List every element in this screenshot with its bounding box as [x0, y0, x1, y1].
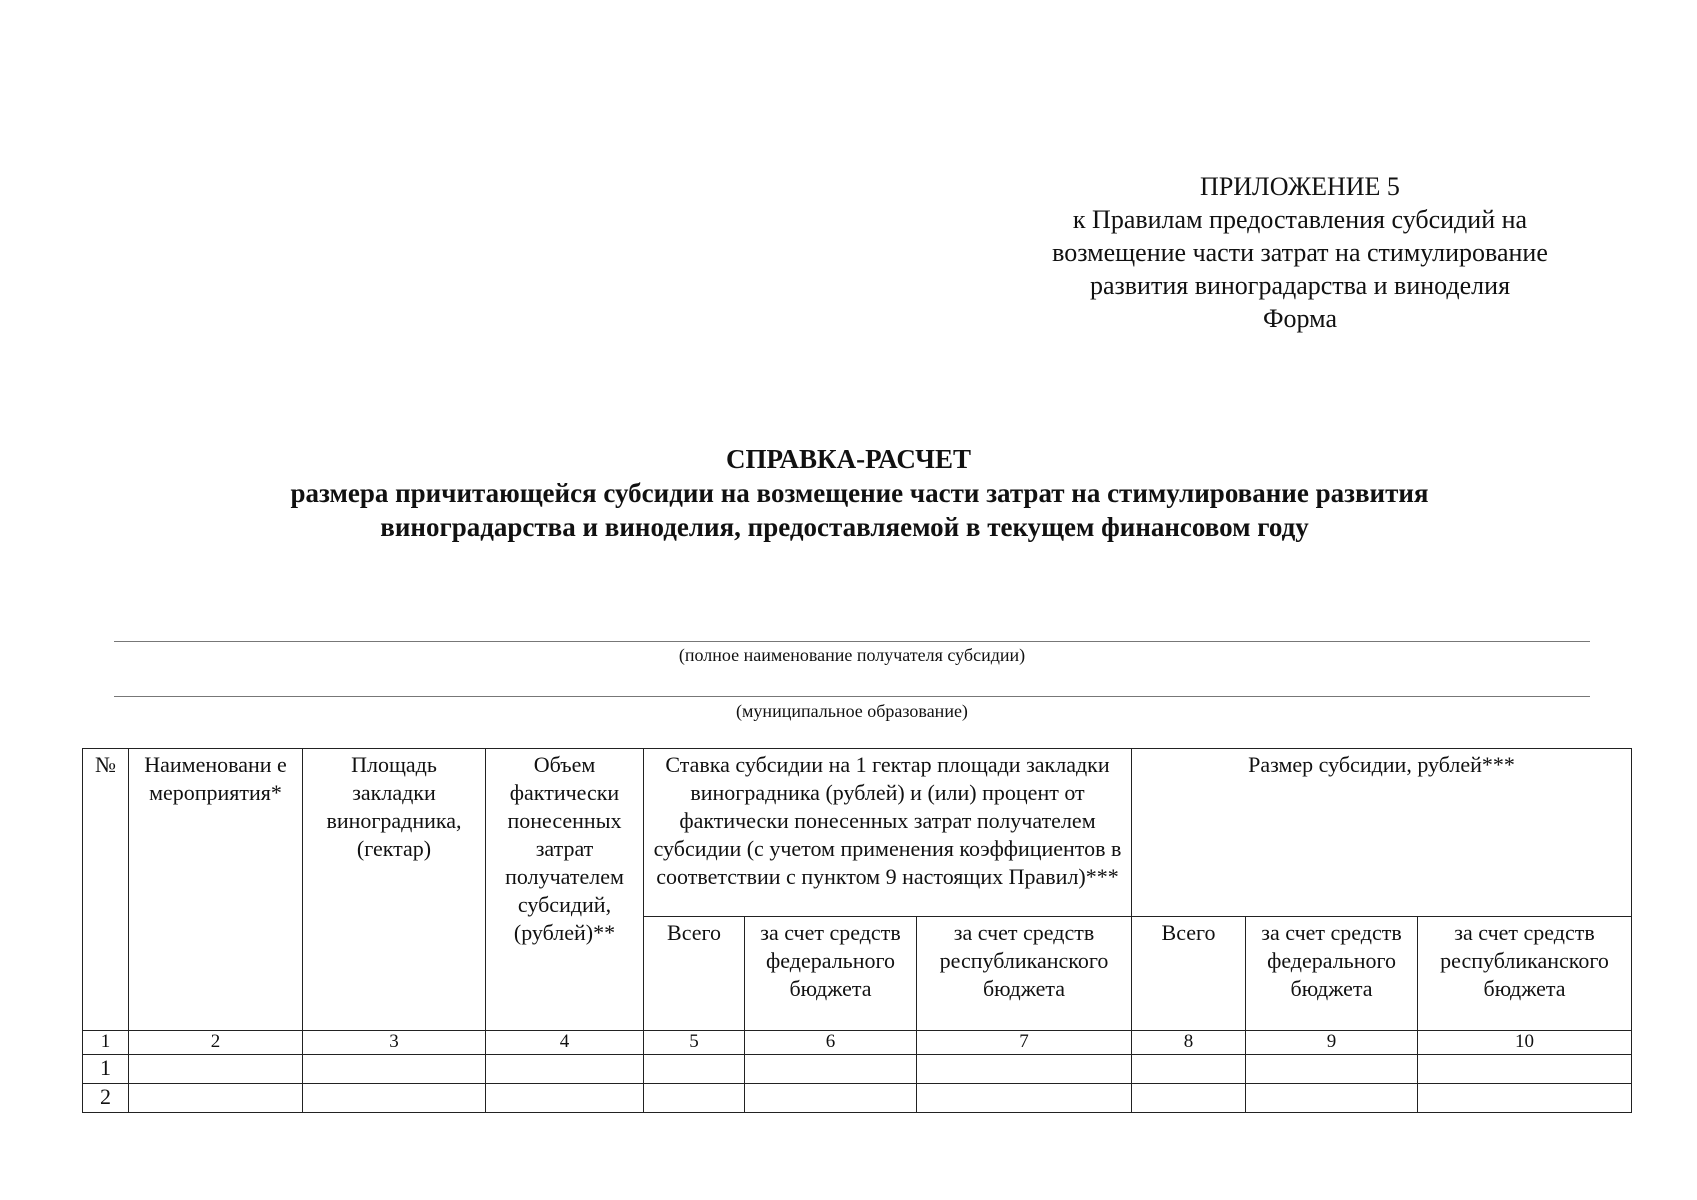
appendix-header	[1000, 170, 1600, 335]
row-number: 2	[83, 1084, 129, 1113]
column-number: 9	[1246, 1031, 1418, 1055]
table-cell[interactable]	[1418, 1084, 1632, 1113]
table-cell[interactable]	[1246, 1084, 1418, 1113]
table-cell[interactable]	[129, 1055, 303, 1084]
table-cell[interactable]	[644, 1084, 745, 1113]
column-number: 10	[1418, 1031, 1632, 1055]
table-row	[83, 1084, 1632, 1113]
header-amount-republican: за счет средств республиканского бюджета	[1418, 917, 1632, 1031]
table-cell[interactable]	[1246, 1055, 1418, 1084]
table-cell[interactable]	[644, 1055, 745, 1084]
table-cell[interactable]	[917, 1084, 1132, 1113]
header-amount-federal: за счет средств федерального бюджета	[1246, 917, 1418, 1031]
appendix-reference-line: к Правилам предоставления субсидий на	[1072, 205, 1528, 234]
table-cell[interactable]	[486, 1084, 644, 1113]
table-cell[interactable]	[129, 1084, 303, 1113]
appendix-number: ПРИЛОЖЕНИЕ 5	[1200, 172, 1400, 201]
form-label: Форма	[1263, 304, 1337, 333]
header-activity-name: Наименовани е мероприятия*	[129, 749, 303, 1031]
recipient-name-caption: (полное наименование получателя субсидии)	[678, 645, 1026, 665]
column-number: 4	[486, 1031, 644, 1055]
table-cell[interactable]	[486, 1055, 644, 1084]
header-number: №	[83, 749, 129, 1031]
table-cell[interactable]	[745, 1055, 917, 1084]
table-cell[interactable]	[1132, 1055, 1246, 1084]
column-number: 3	[303, 1031, 486, 1055]
column-number: 1	[83, 1031, 129, 1055]
column-number: 6	[745, 1031, 917, 1055]
table-cell[interactable]	[303, 1055, 486, 1084]
header-rate-total: Всего	[644, 917, 745, 1031]
header-rate-federal: за счет средств федерального бюджета	[745, 917, 917, 1031]
title-subheading: размера причитающейся субсидии на возмещение части затрат на стимулирование развития	[290, 478, 1429, 508]
table-cell[interactable]	[917, 1055, 1132, 1084]
document-title	[0, 442, 1697, 544]
column-number: 7	[917, 1031, 1132, 1055]
header-subsidy-amount-group: Размер субсидии, рублей***	[1132, 749, 1632, 917]
appendix-reference-line: возмещение части затрат на стимулирование	[1052, 238, 1548, 267]
header-planting-area: Площадь закладки виноградника, (гектар)	[303, 749, 486, 1031]
column-number: 5	[644, 1031, 745, 1055]
column-number: 2	[129, 1031, 303, 1055]
municipality-caption: (муниципальное образование)	[736, 701, 968, 721]
table-cell[interactable]	[1418, 1055, 1632, 1084]
table-cell[interactable]	[1132, 1084, 1246, 1113]
municipality-line[interactable]	[114, 696, 1590, 697]
column-number: 8	[1132, 1031, 1246, 1055]
header-row	[83, 749, 1632, 917]
table-cell[interactable]	[303, 1084, 486, 1113]
header-rate-republican: за счет средств республиканского бюджета	[917, 917, 1132, 1031]
table-row	[83, 1055, 1632, 1084]
header-subsidy-rate-group: Ставка субсидии на 1 гектар площади закладки виноградника (рублей) и (или) процент от фактически понесенных затрат получателем субсидии (с учетом применения коэффициентов в соответствии с пунктом 9 настоящих Правил)***	[644, 749, 1132, 917]
recipient-name-line[interactable]	[114, 641, 1590, 642]
title-heading: СПРАВКА-РАСЧЕТ	[726, 444, 971, 474]
column-numbers-row	[83, 1031, 1632, 1055]
title-subheading: виноградарства и виноделия, предоставляемой в текущем финансовом году	[380, 512, 1309, 542]
table-cell[interactable]	[745, 1084, 917, 1113]
subsidy-calculation-table	[82, 748, 1632, 1113]
header-actual-costs: Объем фактически понесенных затрат получателем субсидий, (рублей)**	[486, 749, 644, 1031]
row-number: 1	[83, 1055, 129, 1084]
appendix-reference-line: развития виноградарства и виноделия	[1089, 271, 1511, 300]
header-amount-total: Всего	[1132, 917, 1246, 1031]
